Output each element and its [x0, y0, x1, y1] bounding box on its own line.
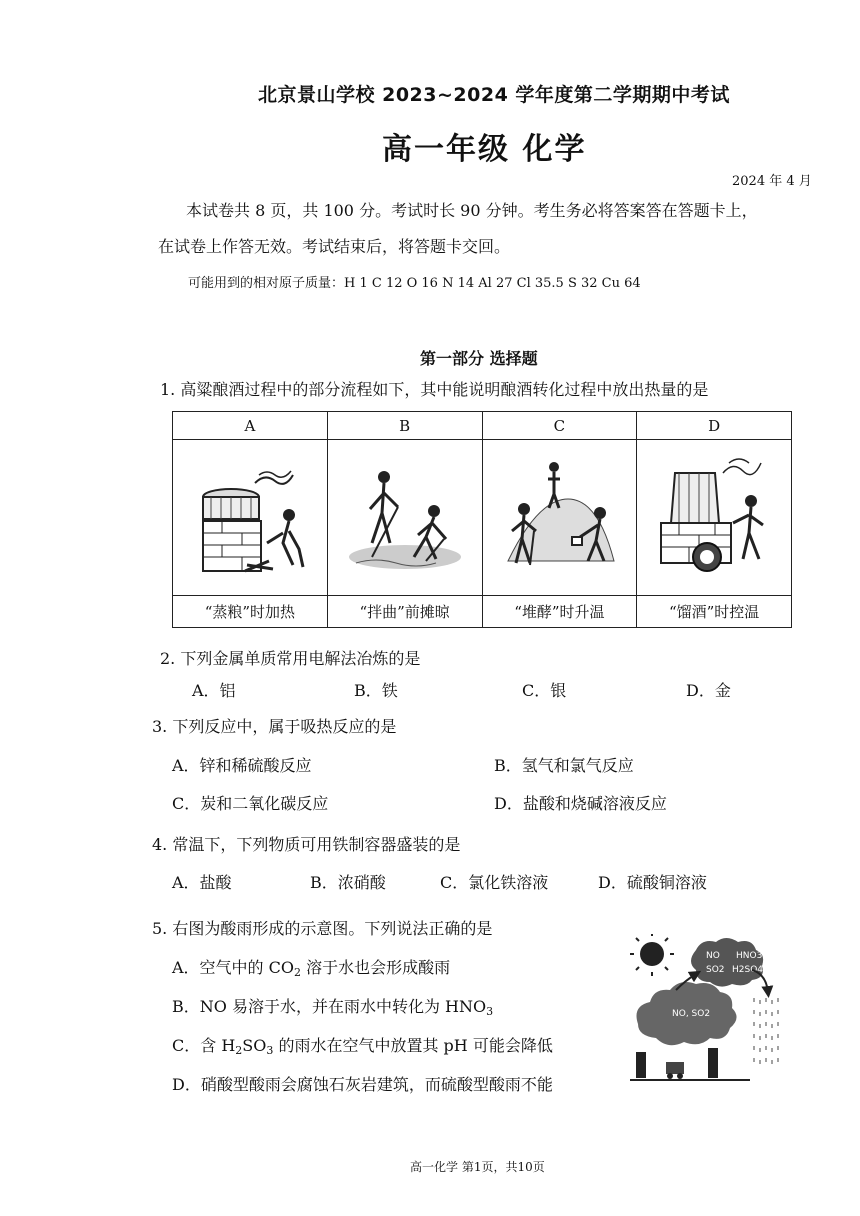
spreading-grain-illustration — [340, 453, 470, 583]
cloud-label-h2so4: H2SO4 — [732, 965, 764, 975]
q1-options-table — [172, 411, 792, 628]
atomic-masses: 可能用到的相对原子质量：H 1 C 12 O 16 N 14 Al 27 Cl 35.5 S 32 Cu 64 — [188, 276, 641, 291]
sun-icon — [640, 942, 664, 966]
cloud-label-no: NO — [706, 951, 720, 961]
q3-option-a: A．锌和稀硫酸反应 — [172, 756, 312, 775]
q3-option-c: C．炭和二氧化碳反应 — [172, 794, 329, 813]
instructions-line-1: 本试卷共 8 页，共 100 分。考试时长 90 分钟。考生务必将答案答在答题卡上， — [186, 201, 758, 220]
q2-option-c: C．银 — [522, 681, 567, 700]
q1-option-c-caption: “堆酵”时升温 — [482, 596, 637, 628]
q4-stem: 4. 常温下，下列物质可用铁制容器盛装的是 — [152, 835, 461, 854]
pile-fermentation-illustration — [494, 453, 624, 583]
q5-option-a: A．空气中的 $CO_2$ 溶于水也会形成酸雨 — [172, 958, 451, 979]
q3-option-b: B．氢气和氯气反应 — [494, 756, 634, 775]
acid-rain-formation-diagram — [630, 934, 790, 1084]
q5-stem: 5. 右图为酸雨形成的示意图。下列说法正确的是 — [152, 919, 493, 938]
q1-option-a-letter: A — [173, 412, 328, 440]
q3-stem: 3. 下列反应中，属于吸热反应的是 — [152, 717, 397, 736]
q5-option-d: D．硝酸型酸雨会腐蚀石灰岩建筑，而硫酸型酸雨不能 — [172, 1075, 553, 1094]
q1-option-b-caption: “拌曲”前摊晾 — [327, 596, 482, 628]
rain-drops — [754, 998, 778, 1064]
q5-option-b: B．NO 易溶于水，并在雨水中转化为 $HNO_3$ — [172, 997, 494, 1018]
q4-option-d: D．硫酸铜溶液 — [598, 873, 707, 892]
exam-title: 北京景山学校 2023~2024 学年度第二学期期中考试 — [258, 84, 730, 106]
cloud-label-hno3: HNO3 — [736, 951, 763, 961]
q1-option-d-letter: D — [637, 412, 792, 440]
q2-option-d: D．金 — [686, 681, 731, 700]
exam-date: 2024 年 4 月 — [732, 174, 812, 189]
factory-chimney-2 — [708, 1048, 718, 1078]
q1-option-b-image — [327, 440, 482, 596]
steaming-grain-illustration — [185, 453, 315, 583]
factory-chimney — [636, 1052, 646, 1078]
q2-option-b: B．铁 — [354, 681, 398, 700]
q1-option-d-image — [637, 440, 792, 596]
q2-stem: 2. 下列金属单质常用电解法冶炼的是 — [160, 649, 421, 668]
q1-option-b-letter: B — [327, 412, 482, 440]
car-icon — [666, 1062, 684, 1074]
q2-option-a: A．铝 — [192, 681, 236, 700]
q1-option-c-letter: C — [482, 412, 637, 440]
q1-option-d-caption: “馏酒”时控温 — [637, 596, 792, 628]
q4-option-b: B．浓硝酸 — [310, 873, 386, 892]
distilling-liquor-illustration — [649, 453, 779, 583]
instructions-line-2: 在试卷上作答无效。考试结束后，将答题卡交回。 — [158, 237, 511, 256]
q5-option-c: C．含 $H_2SO_3$ 的雨水在空气中放置其 pH 可能会降低 — [172, 1036, 553, 1057]
q4-option-a: A．盐酸 — [172, 873, 232, 892]
smoke-label: NO, SO2 — [672, 1009, 711, 1019]
q4-option-c: C．氯化铁溶液 — [440, 873, 549, 892]
page-footer: 高一化学 第1页，共10页 — [410, 1160, 545, 1174]
part-one-title: 第一部分 选择题 — [420, 349, 538, 368]
upper-cloud — [691, 938, 763, 987]
q1-option-c-image — [482, 440, 637, 596]
q1-option-a-caption: “蒸粮”时加热 — [173, 596, 328, 628]
q1-stem: 1. 高粱酿酒过程中的部分流程如下，其中能说明酿酒转化过程中放出热量的是 — [160, 380, 709, 399]
subject-title: 高一年级 化学 — [382, 132, 587, 167]
q1-option-a-image — [173, 440, 328, 596]
cloud-label-so2: SO2 — [706, 965, 725, 975]
q3-option-d: D．盐酸和烧碱溶液反应 — [494, 794, 667, 813]
